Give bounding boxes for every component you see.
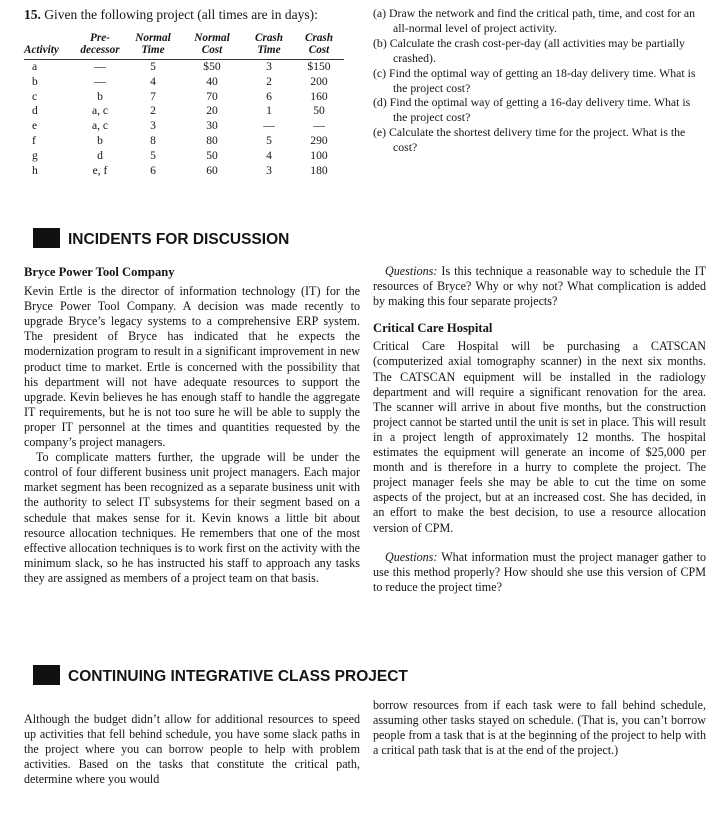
- problem-text: Given the following project (all times are in days):: [44, 7, 318, 22]
- activity-table: [24, 32, 344, 178]
- cell-normal-time: 5: [150, 60, 156, 73]
- cell-crash-cost: 50: [313, 104, 325, 118]
- header-crash-time: Crash Time: [244, 32, 294, 60]
- cell-activity: c: [32, 89, 38, 103]
- cell-crash-cost: $150: [307, 60, 331, 73]
- hospital-questions-text: What information must the project manager gather to use this method properly? How should she use this version of CPM to reduce the project time?: [373, 549, 706, 594]
- class-project-heading-text: CONTINUING INTEGRATIVE CLASS PROJECT: [68, 668, 408, 685]
- cell-normal-time: 4: [150, 74, 156, 88]
- cell-normal-cost: 30: [206, 119, 218, 133]
- problem-parts-list: [373, 6, 703, 155]
- cell-crash-time: 3: [266, 60, 272, 73]
- table-row: [24, 60, 344, 75]
- cell-crash-cost: 290: [310, 133, 328, 147]
- cell-activity: h: [32, 163, 38, 177]
- hospital-paragraph: Critical Care Hospital will be purchasing a CATSCAN (computerized axial tomography scanner) in the next six months. The CATSCAN equipment will be installed in the radiology department and will require a significant renovation for the area. The scanner will arrive in about five months, but the construction project cannot be started until the unit is set in place. This will result in a project length of approximately 12 months. The hospital estimates the equipment will generate an income of $25,000 per month and is therefore in a hurry to complete the project. The project manager feels she may be able to cut the time on some aspects of the project, but at an increased cost. She has decided, in an effort to make the best decision, to use a resource allocation version of CPM.: [373, 339, 706, 535]
- cell-crash-time: 3: [266, 163, 272, 177]
- class-project-right-text: borrow resources from if each task were to fall behind schedule, assuming other tasks stayed on schedule. (That is, you can’t borrow people from a task that is at the beginning of the project to help with a critical path task that is at the end of the project.): [373, 698, 706, 758]
- cell-crash-cost: 200: [310, 74, 328, 88]
- part-a: (a) Draw the network and find the critical path, time, and cost for an all-normal level of project activity.: [373, 6, 696, 35]
- part-d: (d) Find the optimal way of getting a 16-day delivery time. What is the project cost?: [373, 95, 691, 125]
- table-header-row: [24, 32, 344, 60]
- heading-bar-icon: [33, 665, 60, 685]
- cell-predecessor: b: [97, 133, 103, 147]
- cell-normal-time: 2: [150, 104, 156, 118]
- bryce-paragraph-2: To complicate matters further, the upgrade will be under the control of four different business unit project managers. Each major market segment has been recognized as a separate business unit with the authority to select IT subsystems for their segment based on a schedule that makes sense for it. Kevin knows a little bit about resource allocation techniques. He remembers that one of the most effective allocation techniques is to work first on the activity with the minimum slack, so he has instructed his staff to approach any tasks they are assigned as members of a project team on that basis.: [24, 450, 360, 585]
- cell-crash-time: 5: [266, 133, 272, 147]
- cell-activity: e: [32, 119, 38, 133]
- cell-normal-time: 8: [150, 133, 156, 147]
- header-crash-cost: Crash Cost: [294, 32, 344, 60]
- part-e: (e) Calculate the shortest delivery time for the project. What is the cost?: [373, 125, 686, 155]
- hospital-title: Critical Care Hospital: [373, 321, 493, 336]
- cell-normal-cost: 40: [206, 74, 218, 88]
- bryce-questions-text: Is this technique a reasonable way to schedule the IT resources of Bryce? Why or why not? What complication is added by making this four separate projects?: [373, 264, 706, 309]
- table-row: [24, 119, 344, 134]
- bryce-questions-label: Questions:: [385, 264, 438, 278]
- part-b: (b) Calculate the crash cost-per-day (all activities may be partially crashed).: [373, 35, 685, 65]
- cell-crash-cost: 100: [310, 148, 328, 162]
- hospital-questions-label: Questions:: [385, 549, 438, 564]
- heading-bar-icon: [33, 228, 60, 248]
- cell-normal-cost: $50: [203, 60, 221, 73]
- problem-number: 15.: [24, 7, 41, 22]
- class-project-left-text: Although the budget didn’t allow for additional resources to speed up activities that fell behind schedule, you have some slack paths in the project where you can borrow people to help with problem activities. Based on the tasks that constitute the critical path, determine where you would: [24, 712, 360, 787]
- cell-predecessor: a, c: [91, 104, 109, 118]
- cell-normal-time: 7: [150, 89, 156, 103]
- cell-normal-cost: 50: [206, 148, 218, 162]
- cell-crash-time: 2: [266, 74, 272, 88]
- cell-crash-cost: 160: [310, 89, 328, 103]
- bryce-case: [24, 265, 360, 586]
- cell-activity: g: [32, 148, 38, 162]
- cell-crash-cost: —: [313, 119, 325, 133]
- table-row: [24, 90, 344, 105]
- cell-crash-time: 1: [266, 104, 272, 118]
- cell-predecessor: e, f: [92, 163, 108, 177]
- cell-crash-time: —: [263, 119, 275, 133]
- table-row: [24, 134, 344, 149]
- header-normal-cost: Normal Cost: [180, 32, 244, 60]
- cell-crash-time: 4: [266, 148, 272, 162]
- hospital-questions: [373, 550, 706, 595]
- cell-predecessor: a, c: [91, 119, 109, 133]
- cell-activity: a: [32, 60, 38, 73]
- class-project-heading: [33, 665, 408, 686]
- part-c: (c) Find the optimal way of getting an 18-day delivery time. What is the project cost?: [373, 65, 696, 95]
- cell-predecessor: d: [97, 148, 103, 162]
- header-predecessor: Pre- decessor: [74, 32, 126, 60]
- table-row: [24, 75, 344, 90]
- cell-predecessor: —: [94, 60, 106, 73]
- incidents-heading-text: INCIDENTS FOR DISCUSSION: [68, 231, 290, 248]
- incidents-heading: [33, 228, 289, 249]
- cell-normal-time: 6: [150, 163, 156, 177]
- cell-normal-cost: 80: [206, 133, 218, 147]
- cell-crash-cost: 180: [310, 163, 328, 177]
- header-activity: Activity: [24, 32, 74, 60]
- bryce-paragraph-1: Kevin Ertle is the director of information technology (IT) for the Bryce Power Tool Company. A decision was made recently to upgrade Bryce’s legacy systems to a comprehensive ERP system. The president of Bryce has indicated that he expects the modernization program to result in a significant improvement in new product time to market. Ertle is concerned with the possibility that his department will not have adequate resources to support the upgrade. Kevin believes he has enough staff to handle the aggregate IT requirements, but he is not too sure he will be able to supply the proper IT personnel at the times and quantities requested by the company’s project managers.: [24, 284, 360, 450]
- cell-activity: d: [32, 104, 38, 118]
- cell-predecessor: b: [97, 89, 103, 103]
- class-project-left: [24, 712, 360, 787]
- cell-normal-time: 3: [150, 119, 156, 133]
- cell-normal-cost: 60: [206, 163, 218, 177]
- right-column-incidents: [373, 264, 706, 595]
- cell-crash-time: 6: [266, 89, 272, 103]
- table-row: [24, 164, 344, 179]
- problem-heading: [24, 7, 318, 23]
- cell-normal-cost: 70: [206, 89, 218, 103]
- cell-activity: f: [32, 133, 36, 147]
- table-body: [24, 60, 344, 179]
- table-row: [24, 149, 344, 164]
- table-row: [24, 104, 344, 119]
- class-project-right: [373, 698, 706, 758]
- cell-normal-cost: 20: [206, 104, 218, 118]
- header-normal-time: Normal Time: [126, 32, 180, 60]
- cell-predecessor: —: [94, 74, 106, 88]
- bryce-questions: [373, 264, 706, 309]
- cell-activity: b: [32, 74, 38, 88]
- cell-normal-time: 5: [150, 148, 156, 162]
- bryce-title: Bryce Power Tool Company: [24, 265, 175, 279]
